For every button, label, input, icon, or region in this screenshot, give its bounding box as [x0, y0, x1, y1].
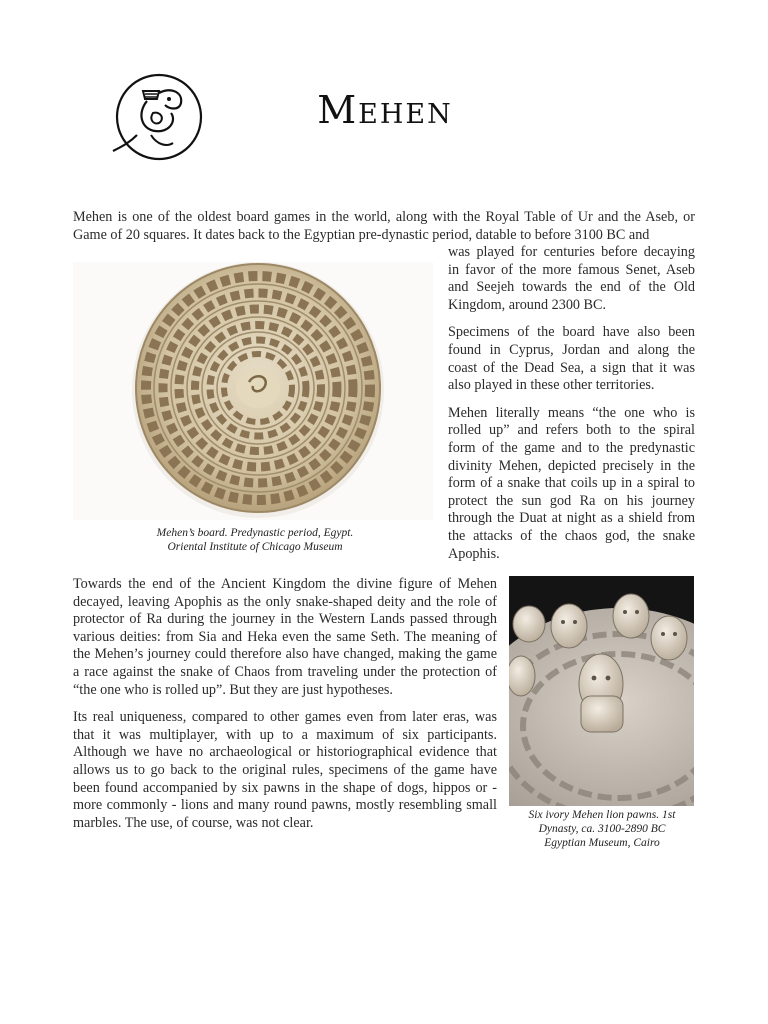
mehen-logo-icon: [107, 73, 207, 165]
right-paragraph-3: Mehen literally means “the one who is rolled up” and refers both to the spiral form of the game and to the predynastic divinity Mehen, depicted precisely in the form of a snake that coils up in a spiral to protect the sun god Ra on his journey through the Duat at night as a shield from the attacks of the chaos god, the snake Apophis.: [448, 404, 695, 562]
board-caption-line2: Oriental Institute of Chicago Museum: [167, 541, 343, 553]
spiral-board-illustration: [73, 262, 433, 520]
right-paragraph-1: was played for centuries before decaying in favor of the more famous Senet, Aseb and Seejeh towards the end of the Old Kingdom, around 2300 BC.: [448, 244, 695, 313]
lower-paragraph-2: Its real uniqueness, compared to other games even from later eras, was that it was multiplayer, with up to a maximum of six participants. Although we have no archaeological or historiographical evidence that allows us to go back to the original rules, specimens of the game have been found accompanied by six pawns in the shape of dogs, hippos or - more commonly - lions and many round pawns, mostly resembling small marbles. The use, of course, was not clear.: [73, 709, 497, 831]
mehen-board-image: [73, 262, 433, 520]
lions-caption-line3: Egyptian Museum, Cairo: [544, 837, 660, 849]
lion-pawns-image: [509, 576, 694, 806]
lions-caption-line2: Dynasty, ca. 3100-2890 BC: [538, 823, 666, 835]
lion-pawns-illustration: [509, 576, 694, 806]
lower-paragraph-1: Towards the end of the Ancient Kingdom the divine figure of Mehen decayed, leaving Apophis as the only snake-shaped deity and the role of protector of Ra during the journey in the Western Lands passed through various deities: from Sia and Heka even the same Seth. The meaning of the Mehen’s journey could therefore also have changed, making the game a race against the snake of Chaos from traveling under the protection of “the one who is rolled up”. But they are just hypotheses.: [73, 576, 497, 698]
board-caption-line1: Mehen’s board. Predynastic period, Egypt.: [156, 527, 354, 539]
intro-paragraph: Mehen is one of the oldest board games in the world, along with the Royal Table of Ur and the Aseb, or Game of 20 squares. It dates back to the Egyptian pre-dynastic period, datable to before 3100 BC and: [73, 209, 695, 243]
board-caption: [110, 526, 400, 554]
lions-caption-line1: Six ivory Mehen lion pawns. 1st: [528, 809, 676, 821]
right-column: [448, 244, 695, 563]
page-title: Mehen: [317, 88, 453, 132]
lions-caption: [512, 808, 692, 850]
right-paragraph-2: Specimens of the board have also been found in Cyprus, Jordan and along the coast of the Dead Sea, a sign that it was also played in these other territories.: [448, 324, 695, 394]
lower-column: [73, 576, 497, 832]
